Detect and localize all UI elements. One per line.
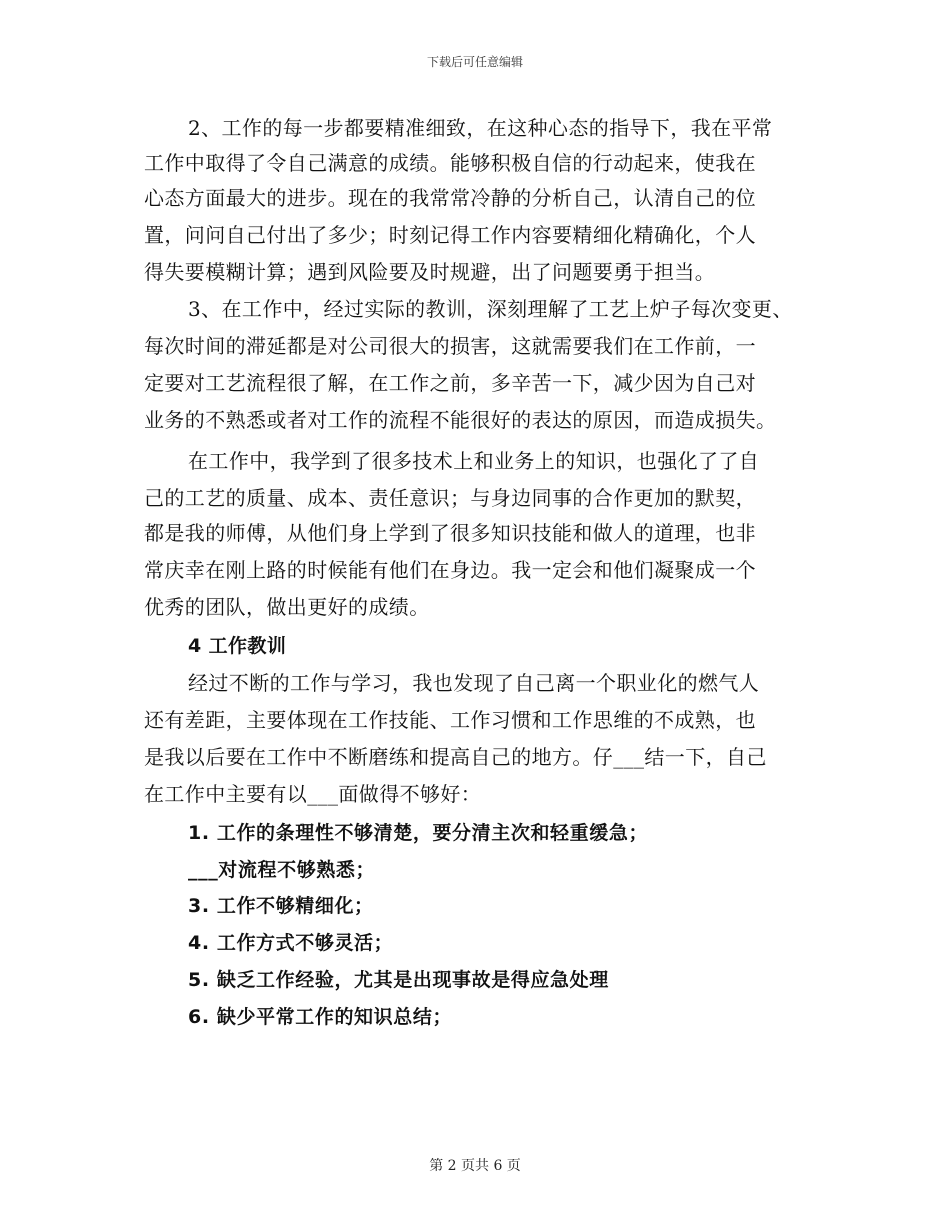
- section-4-intro-line-2: 还有差距，主要体现在工作技能、工作习惯和工作思维的不成熟，也: [144, 708, 756, 732]
- list-item-4: 4. 工作方式不够灵活；: [188, 932, 394, 954]
- paragraph-2-line-5: 得失要模糊计算；遇到风险要及时规避，出了问题要勇于担当。: [144, 260, 716, 284]
- paragraph-2-line-3: 心态方面最大的进步。现在的我常常冷静的分析自己，认清自己的位: [144, 186, 756, 210]
- section-4-intro-line-4: 在工作中主要有以___面做得不够好：: [144, 782, 482, 806]
- page-header: 下载后可任意编辑: [426, 55, 523, 69]
- paragraph-3-line-1: 3、在工作中，经过实际的教训，深刻理解了工艺上炉子每次变更、: [188, 297, 793, 321]
- list-item-2: ___对流程不够熟悉；: [188, 859, 376, 881]
- paragraph-4-line-1: 在工作中，我学到了很多技术上和业务上的知识，也强化了了自: [188, 449, 760, 473]
- list-item-6: 6. 缺少平常工作的知识总结；: [188, 1006, 453, 1028]
- paragraph-2-line-4: 置，问问自己付出了多少；时刻记得工作内容要精细化精确化，个人: [144, 223, 756, 247]
- paragraph-4-line-3: 都是我的师傅，从他们身上学到了很多知识技能和做人的道理，也非: [144, 521, 756, 545]
- paragraph-4-line-4: 常庆幸在刚上路的时候能有他们在身边。我一定会和他们凝聚成一个: [144, 558, 756, 582]
- page-footer: 第 2 页共 6 页: [429, 1158, 521, 1174]
- paragraph-3-line-3: 定要对工艺流程很了解，在工作之前，多辛苦一下，减少因为自己对: [144, 371, 756, 395]
- list-item-3: 3. 工作不够精细化；: [188, 895, 374, 917]
- list-item-1: 1. 工作的条理性不够清楚，要分清主次和轻重缓急；: [188, 822, 649, 844]
- section-4-intro-line-1: 经过不断的工作与学习，我也发现了自己离一个职业化的燃气人: [188, 671, 760, 695]
- section-4-intro-line-3: 是我以后要在工作中不断磨练和提高自己的地方。仔___结一下，自己: [144, 745, 767, 769]
- paragraph-2-line-1: 2、工作的每一步都要精准细致，在这种心态的指导下，我在平常: [188, 116, 773, 140]
- section-4-heading: 4 工作教训: [188, 635, 287, 657]
- paragraph-4-line-2: 己的工艺的质量、成本、责任意识；与身边同事的合作更加的默契，: [144, 486, 756, 510]
- paragraph-2-line-2: 工作中取得了令自己满意的成绩。能够积极自信的行动起来，使我在: [144, 151, 756, 175]
- list-item-5: 5. 缺乏工作经验，尤其是出现事故是得应急处理: [188, 969, 609, 991]
- paragraph-3-line-4: 业务的不熟悉或者对工作的流程不能很好的表达的原因，而造成损失。: [144, 408, 777, 432]
- paragraph-3-line-2: 每次时间的滞延都是对公司很大的损害，这就需要我们在工作前，一: [144, 334, 756, 358]
- paragraph-4-line-5: 优秀的团队，做出更好的成绩。: [144, 595, 430, 619]
